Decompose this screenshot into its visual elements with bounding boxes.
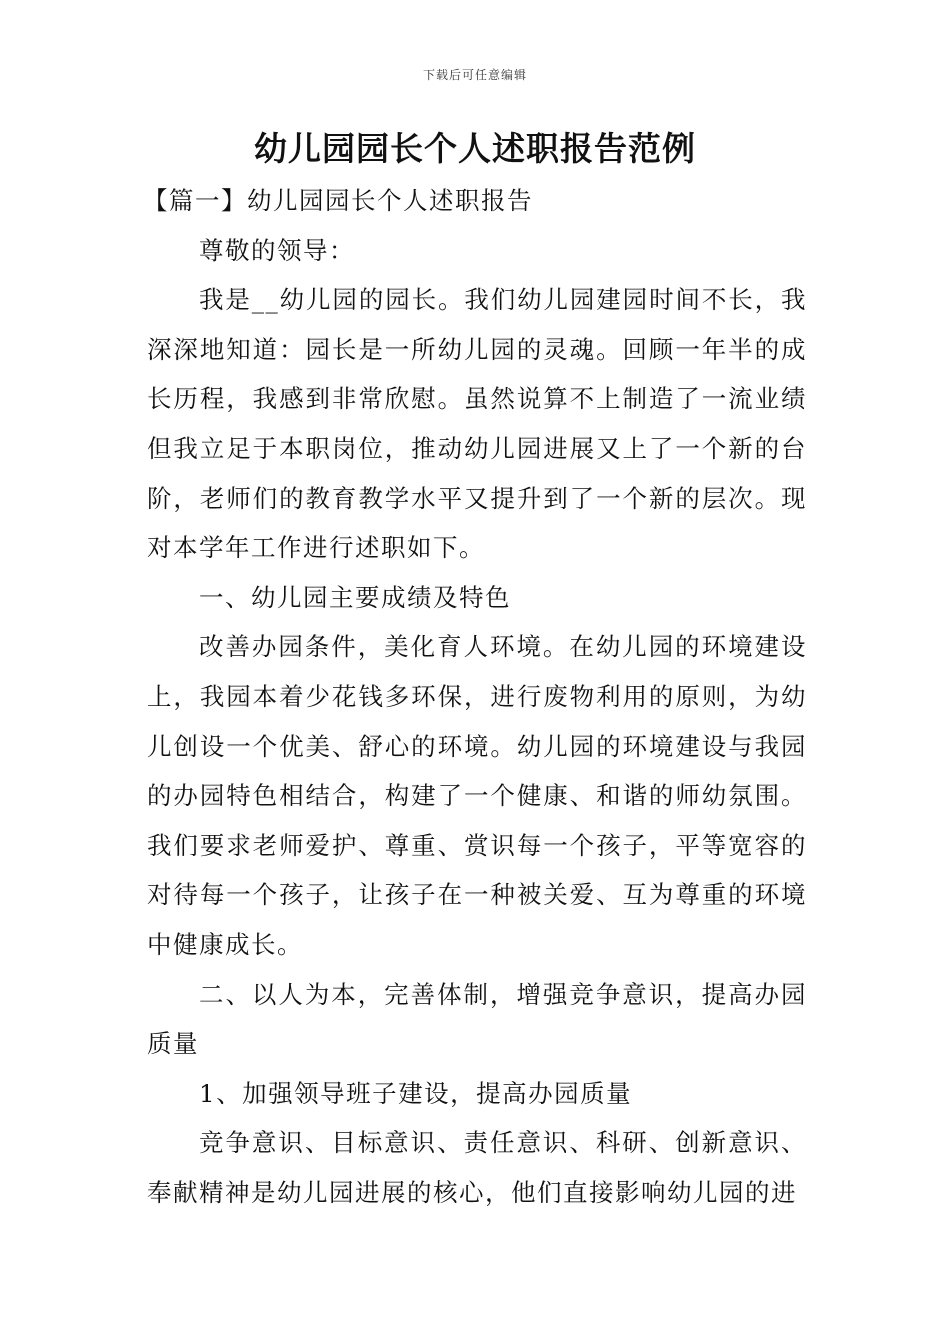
paragraph-environment: 改善办园条件，美化育人环境。在幼儿园的环境建设上，我园本着少花钱多环保，进行废物利用的原则，为幼儿创设一个优美、舒心的环境。幼儿园的环境建设与我园的办园特色相结合，构建了一个健康、和谐的师幼氛围。我们要求老师爱护、尊重、赏识每一个孩子，平等宽容的对待每一个孩子，让孩子在一种被关爱、互为尊重的环境中健康成长。 xyxy=(147,632,807,959)
header-note: 下载后可任意编辑 xyxy=(422,68,527,82)
salutation: 尊敬的领导： xyxy=(199,235,355,265)
section-heading: 【篇一】幼儿园园长个人述职报告 xyxy=(143,186,533,215)
subheading-leadership: 1、加强领导班子建设，提高办园质量 xyxy=(199,1078,633,1108)
document-body xyxy=(143,176,807,1217)
heading-people-oriented: 二、以人为本，完善体制，增强竞争意识，提高办园质量 xyxy=(147,979,807,1059)
paragraph-intro: 我是__幼儿园的园长。我们幼儿园建园时间不长，我深深地知道：园长是一所幼儿园的灵魂。回顾一年半的成长历程，我感到非常欣慰。虽然说算不上制造了一流业绩但我立足于本职岗位，推动幼儿园进展又上了一个新的台阶，老师们的教育教学水平又提升到了一个新的层次。现对本学年工作进行述职如下。 xyxy=(147,285,807,563)
paragraph-competition: 竞争意识、目标意识、责任意识、科研、创新意识、奉献精神是幼儿园进展的核心，他们直接影响幼儿园的进 xyxy=(147,1128,807,1207)
document-title: 幼儿园园长个人述职报告范例 xyxy=(254,129,696,168)
heading-achievements: 一、幼儿园主要成绩及特色 xyxy=(199,582,511,612)
